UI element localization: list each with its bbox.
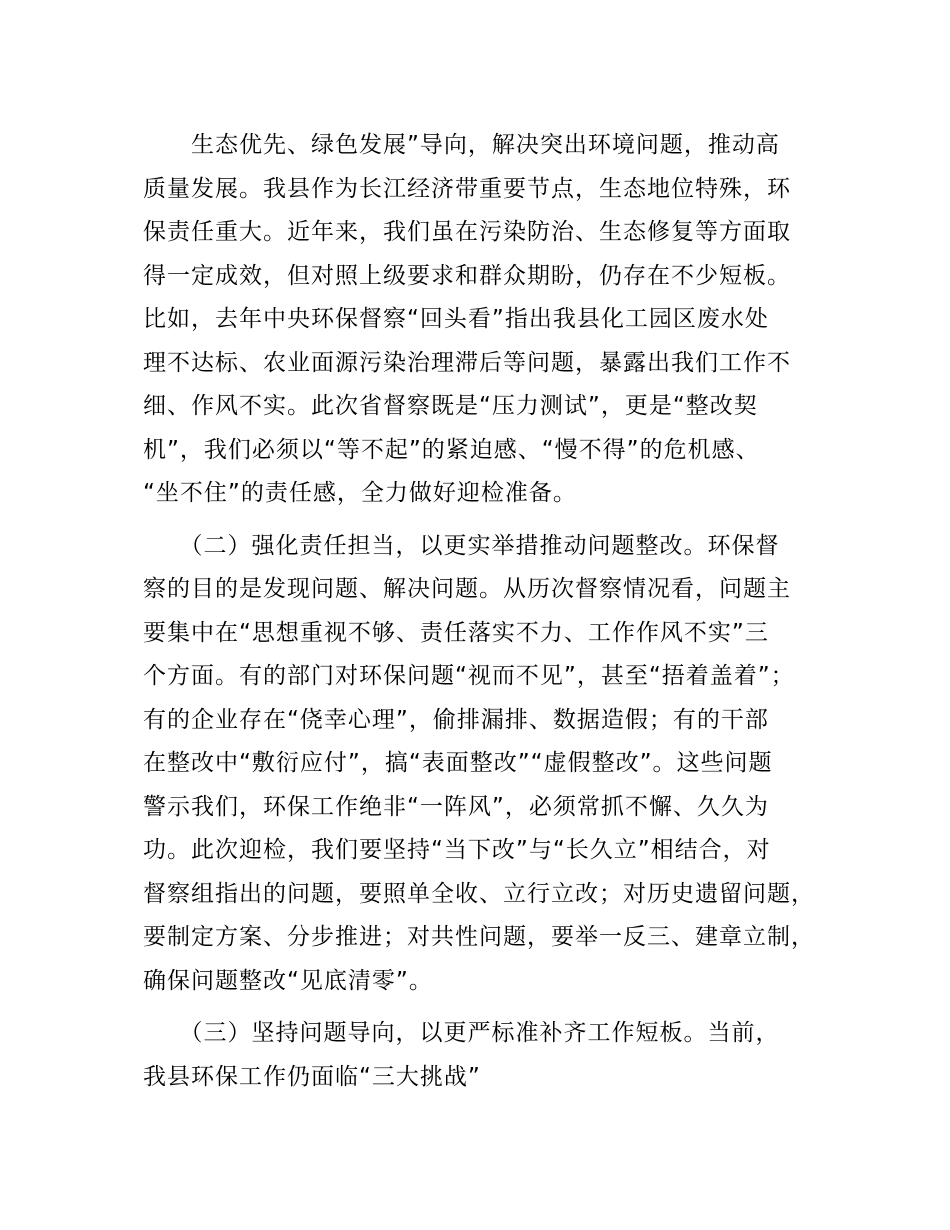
text-line: 要制定方案、分步推进；对共性问题，要举一反三、建章立制， — [143, 924, 815, 950]
text-line: 得一定成效，但对照上级要求和群众期盼，仍存在不少短板。 — [143, 262, 791, 289]
text-line: 个方面。有的部门对环保问题“视而不见”，甚至“捂着盖着”； — [143, 663, 795, 689]
text-line: 理不达标、农业面源污染治理滞后等问题，暴露出我们工作不 — [143, 349, 791, 376]
text-line: （二）强化责任担当，以更实举措推动问题整改。环保督 — [143, 532, 780, 559]
text-line: 机”，我们必须以“等不起”的紧迫感、“慢不得”的危机感、 — [143, 436, 760, 463]
text-line: 要集中在“思想重视不够、责任落实不力、工作作风不实”三 — [143, 619, 769, 646]
document-body — [143, 124, 843, 1099]
text-line: 生态优先、绿色发展”导向，解决突出环境问题，推动高 — [143, 132, 780, 158]
paragraph — [143, 525, 843, 1004]
text-line: “坐不住”的责任感，全力做好迎检准备。 — [143, 480, 577, 506]
text-line: 警示我们，环保工作绝非“一阵风”，必须常抓不懈、久久为 — [143, 793, 769, 820]
text-line: 比如，去年中央环保督察“回头看”指出我县化工园区废水处 — [143, 306, 769, 332]
text-line: 有的企业存在“侥幸心理”，偷排漏排、数据造假；有的干部 — [143, 706, 769, 733]
text-line: 我县环保工作仍面临“三大挑战” — [143, 1063, 481, 1090]
text-line: 确保问题整改“见底清零”。 — [143, 967, 433, 994]
text-line: （三）坚持问题导向，以更严标准补齐工作短板。当前， — [143, 1020, 780, 1046]
text-line: 保责任重大。近年来，我们虽在污染防治、生态修复等方面取 — [143, 219, 791, 245]
text-line: 察的目的是发现问题、解决问题。从历次督察情况看，问题主 — [143, 576, 791, 602]
text-line: 质量发展。我县作为长江经济带重要节点，生态地位特殊，环 — [143, 175, 791, 202]
text-line: 细、作风不实。此次省督察既是“压力测试”，更是“整改契 — [143, 393, 758, 419]
text-line: 督察组指出的问题，要照单全收、立行立改；对历史遗留问题， — [143, 880, 815, 907]
paragraph-gap — [143, 516, 843, 525]
paragraph-gap — [143, 1003, 843, 1012]
paragraph — [143, 1012, 843, 1099]
text-line: 功。此次迎检，我们要坚持“当下改”与“长久立”相结合，对 — [143, 837, 771, 863]
text-line: 在整改中“敷衍应付”，搞“表面整改”“虚假整改”。这些问题 — [143, 750, 773, 776]
paragraph — [143, 124, 843, 516]
